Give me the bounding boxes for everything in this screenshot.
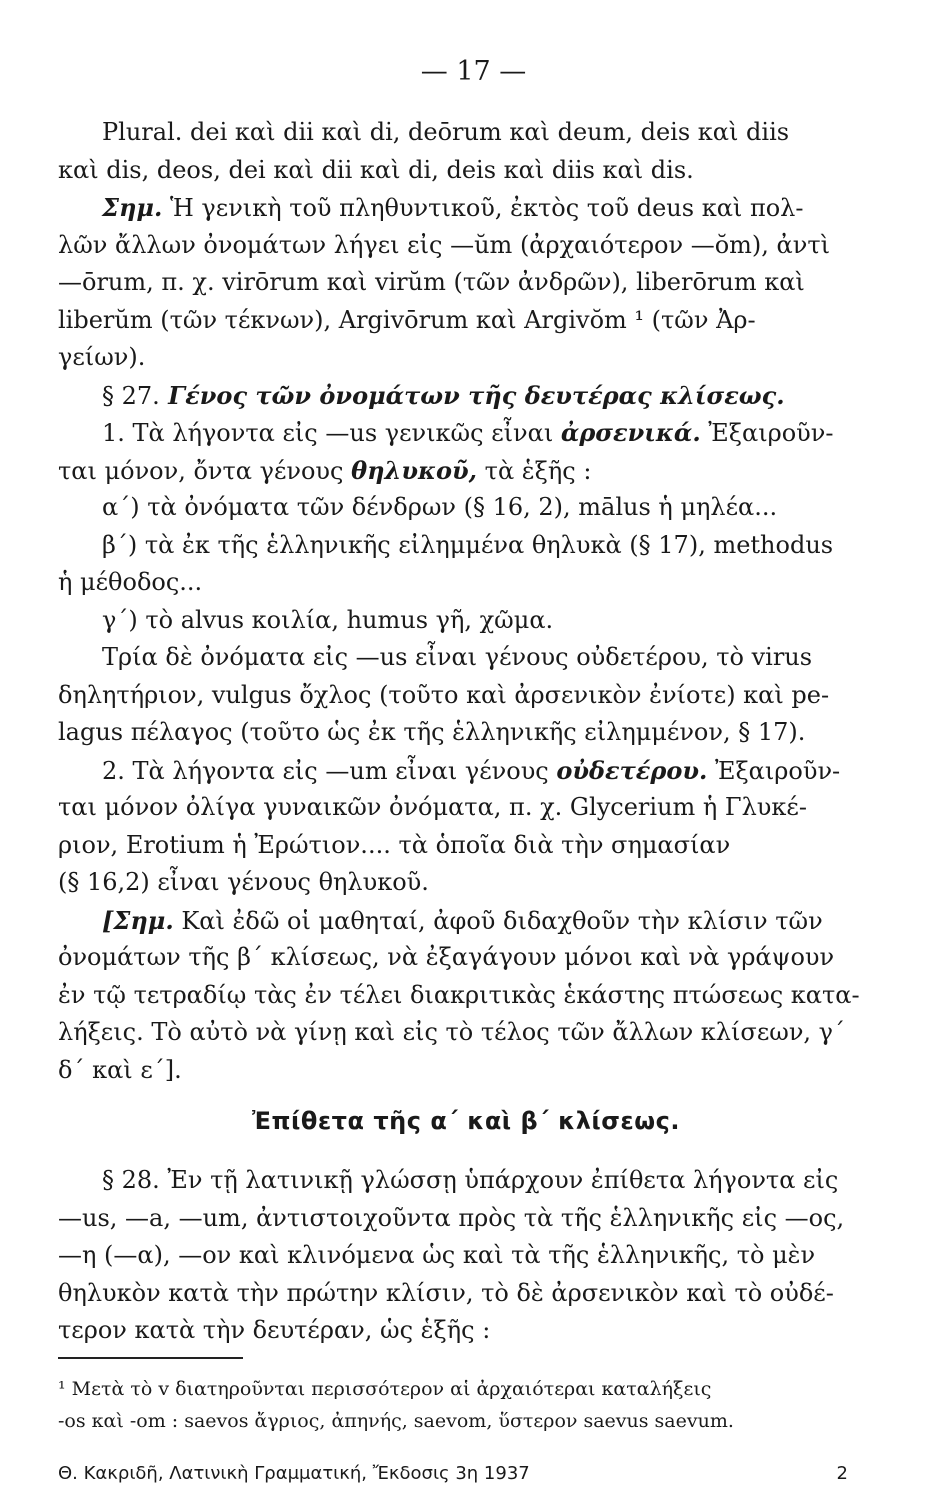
line-text: καὶ dis, deos, dei καὶ dii καὶ di, deis καὶ diis καὶ dis. bbox=[58, 155, 694, 184]
line-text: ἐν τῷ τετραδίῳ τὰς ἐν τέλει διακριτικὰς ἑκάστης πτώσεως κατα- bbox=[58, 980, 860, 1009]
line-text: liberŭm (τῶν τέκνων), Argivōrum καὶ Argivŏm ¹ (τῶν Ἀρ- bbox=[58, 305, 756, 334]
line-text: τερον κατὰ τὴν δευτέραν, ὡς ἑξῆς : bbox=[58, 1316, 491, 1344]
text-line bbox=[58, 714, 874, 752]
line-text: —η (—α), —ον καὶ κλινόμενα ὡς καὶ τὰ τῆς ἑλληνικῆς, τὸ μὲν bbox=[58, 1241, 816, 1269]
text-line bbox=[58, 1162, 874, 1200]
text-line bbox=[58, 1052, 874, 1090]
line-text: 1. Τὰ λήγοντα εἰς —us γενικῶς εἶναι bbox=[102, 419, 561, 447]
line-text: δηλητήριον, vulgus ὄχλος (τοῦτο καὶ ἀρσενικὸν ἐνίοτε) καὶ pe- bbox=[58, 680, 830, 709]
text-line bbox=[58, 977, 874, 1015]
text-line bbox=[58, 452, 874, 490]
line-text: λήξεις. Τὸ αὐτὸ νὰ γίνῃ καὶ εἰς τὸ τέλος τῶν ἄλλων κλίσεων, γ΄ bbox=[58, 1018, 846, 1046]
footnote-rule bbox=[58, 1357, 243, 1359]
text-line bbox=[58, 264, 874, 302]
note-label: [Σημ. bbox=[102, 905, 174, 935]
text-line bbox=[58, 339, 874, 377]
line-tail: Ἐξαιροῦν- bbox=[707, 756, 841, 785]
line-text: lagus πέλαγος (τοῦτο ὡς ἐκ τῆς ἑλληνικῆς εἰλημμένον, § 17). bbox=[58, 718, 806, 746]
line-text: ἡ μέθοδος... bbox=[58, 568, 203, 596]
line-text: Ἡ γενικὴ τοῦ πληθυντικοῦ, ἐκτὸς τοῦ deus καὶ πολ- bbox=[162, 194, 804, 222]
emphasis: θηλυκοῦ, bbox=[351, 455, 478, 485]
line-text: γείων). bbox=[58, 343, 146, 371]
page-number: — 17 — bbox=[420, 56, 527, 87]
text-line bbox=[58, 602, 874, 640]
text-line bbox=[58, 527, 874, 565]
section-heading: Ἐπίθετα τῆς α΄ καὶ β΄ κλίσεως. bbox=[252, 1107, 680, 1135]
paragraphs-top bbox=[58, 114, 874, 1089]
text-line bbox=[58, 564, 874, 602]
text-line bbox=[58, 152, 874, 190]
footnote-line-1: ¹ Μετὰ τὸ v διατηροῦνται περισσότερον αἱ ἀρχαιότεραι καταλήξεις bbox=[58, 1378, 712, 1400]
text-line bbox=[58, 377, 874, 415]
line-text: ται μόνον ὀλίγα γυναικῶν ὀνόματα, π. χ. Glycerium ἡ Γλυκέ- bbox=[58, 793, 807, 821]
text-line bbox=[58, 227, 874, 265]
line-text: Καὶ ἐδῶ οἱ μαθηταί, ἀφοῦ διδαχθοῦν τὴν κλίσιν τῶν bbox=[173, 906, 823, 935]
text-line bbox=[58, 864, 874, 902]
line-text: (§ 16,2) εἶναι γένους θηλυκοῦ. bbox=[58, 868, 429, 896]
emphasis: οὐδετέρου. bbox=[556, 755, 708, 785]
text-line bbox=[58, 1237, 874, 1275]
text-line bbox=[58, 114, 874, 152]
line-text: Plural. dei καὶ dii καὶ di, deōrum καὶ deum, deis καὶ diis bbox=[102, 118, 790, 146]
text-line bbox=[58, 827, 874, 865]
line-text: § 28. Ἐν τῇ λατινικῇ γλώσσῃ ὑπάρχουν ἐπίθετα λήγοντα εἰς bbox=[102, 1166, 839, 1194]
line-text: β΄) τὰ ἐκ τῆς ἑλληνικῆς εἰλημμένα θηλυκὰ (§ 17), methodus bbox=[102, 530, 834, 559]
paragraphs-bottom bbox=[58, 1162, 874, 1350]
line-text: 2. Τὰ λήγοντα εἰς —um εἶναι γένους bbox=[102, 756, 557, 785]
main-text bbox=[58, 114, 874, 1350]
note-label: Σημ. bbox=[102, 193, 163, 222]
footer-page-mark: 2 bbox=[836, 1463, 848, 1484]
text-line bbox=[58, 302, 874, 340]
text-line bbox=[58, 902, 874, 940]
text-line bbox=[58, 677, 874, 715]
text-line bbox=[58, 1200, 874, 1238]
text-line bbox=[58, 489, 874, 527]
footnote-line-2: -os καὶ -om : saevos ἄγριος, ἀπηνής, saevom, ὕστερον saevus saevum. bbox=[58, 1410, 734, 1432]
text-line bbox=[58, 789, 874, 827]
line-text: § 27. bbox=[102, 381, 160, 410]
line-text: α΄) τὰ ὀνόματα τῶν δένδρων (§ 16, 2), mālus ἡ μηλέα... bbox=[102, 493, 778, 521]
page-footer bbox=[58, 1463, 848, 1484]
line-text: θηλυκὸν κατὰ τὴν πρώτην κλίσιν, τὸ δὲ ἀρσενικὸν καὶ τὸ οὐδέ- bbox=[58, 1278, 834, 1307]
line-text: γ΄) τὸ alvus κοιλία, humus γῆ, χῶμα. bbox=[102, 605, 554, 634]
section-title: Γένος τῶν ὀνομάτων τῆς δευτέρας κλίσεως. bbox=[159, 380, 785, 410]
text-line bbox=[58, 1312, 874, 1350]
line-text: —us, —a, —um, ἀντιστοιχοῦντα πρὸς τὰ τῆς ἑλληνικῆς εἰς —ος, bbox=[58, 1203, 845, 1232]
text-line bbox=[58, 414, 874, 452]
line-text: ριον, Erotium ἡ Ἐρώτιον.... τὰ ὁποῖα διὰ τὴν σημασίαν bbox=[58, 830, 731, 859]
text-line bbox=[58, 189, 874, 227]
line-text: λῶν ἄλλων ὀνομάτων λήγει εἰς —ŭm (ἀρχαιότερον —ŏm), ἀντὶ bbox=[58, 230, 831, 259]
text-line bbox=[58, 752, 874, 790]
line-tail: Ἐξαιροῦν- bbox=[700, 419, 834, 447]
line-text: —ōrum, π. χ. virōrum καὶ virŭm (τῶν ἀνδρῶν), liberōrum καὶ bbox=[58, 268, 805, 296]
text-line bbox=[58, 939, 874, 977]
text-line bbox=[58, 639, 874, 677]
line-text: ται μόνον, ὄντα γένους bbox=[58, 456, 352, 485]
line-text: ὀνομάτων τῆς β΄ κλίσεως, νὰ ἐξαγάγουν μόνοι καὶ νὰ γράψουν bbox=[58, 943, 835, 971]
text-line bbox=[58, 1275, 874, 1313]
text-line bbox=[58, 1014, 874, 1052]
line-text: δ΄ καὶ ε΄]. bbox=[58, 1055, 182, 1084]
emphasis: ἀρσενικά. bbox=[560, 418, 701, 447]
footer-citation: Θ. Κακριδῆ, Λατινικὴ Γραμματική, Ἔκδοσις 3η 1937 bbox=[58, 1463, 530, 1484]
line-tail: τὰ ἑξῆς : bbox=[477, 456, 592, 485]
line-text: Τρία δὲ ὀνόματα εἰς —us εἶναι γένους οὐδετέρου, τὸ virus bbox=[102, 643, 813, 671]
